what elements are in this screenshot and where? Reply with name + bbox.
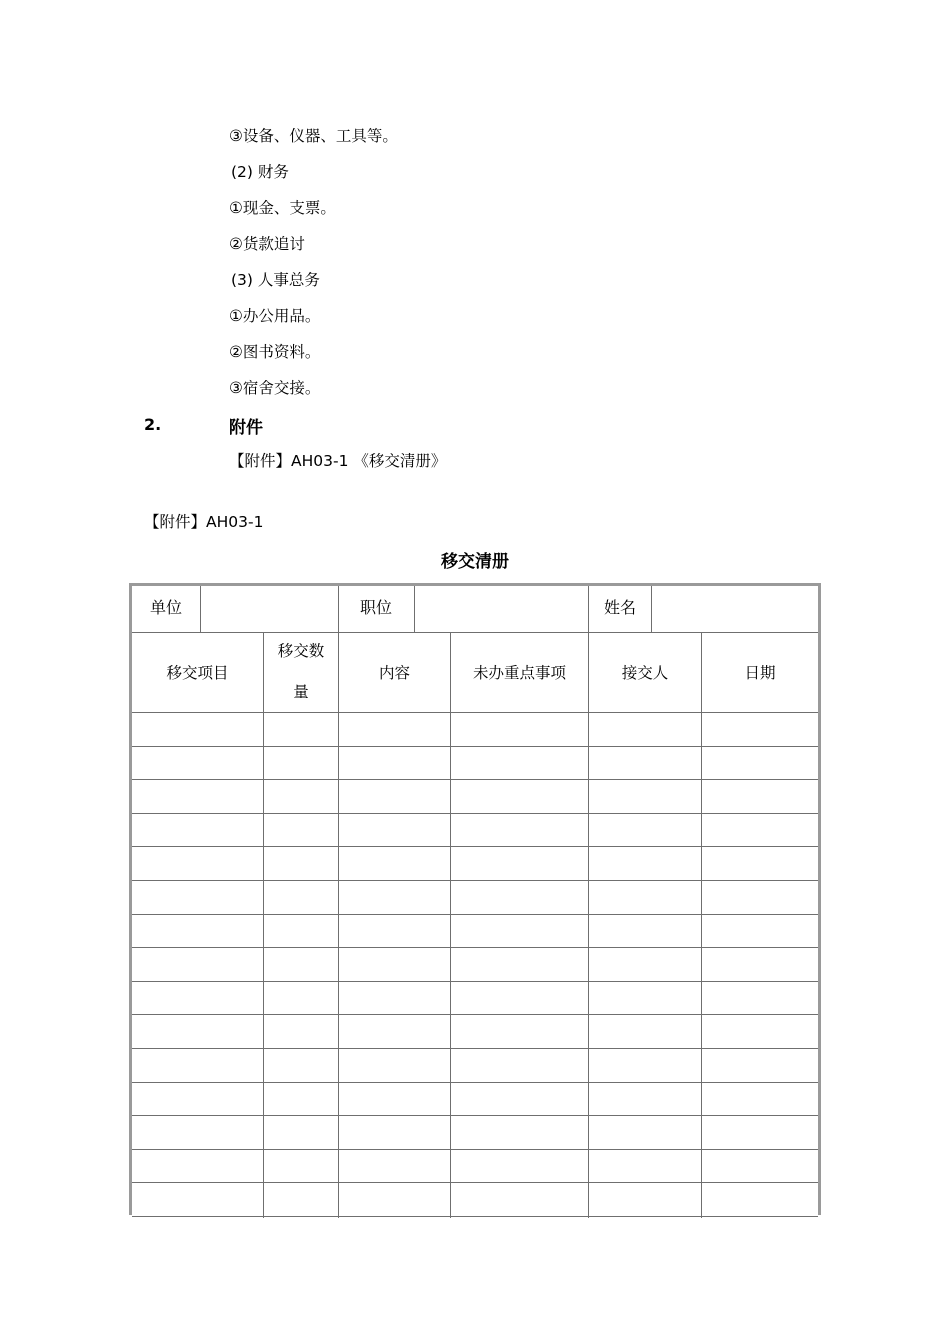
table-cell[interactable] — [702, 881, 818, 914]
list-line-2: (2) 财务 — [231, 163, 289, 181]
table-cell[interactable] — [339, 713, 451, 746]
table-row — [132, 881, 818, 915]
attachment-label: 【附件】AH03-1 — [144, 513, 264, 531]
table-row — [132, 982, 818, 1016]
table-cell[interactable] — [264, 814, 339, 847]
table-cell[interactable] — [451, 1116, 589, 1149]
column-header-date: 日期 — [744, 664, 776, 682]
column-header-item: 移交项目 — [166, 664, 229, 682]
column-header-content: 内容 — [378, 664, 410, 682]
table-cell[interactable] — [702, 948, 818, 981]
table-cell[interactable] — [589, 881, 702, 914]
table-cell[interactable] — [264, 780, 339, 813]
table-row — [132, 713, 818, 747]
table-cell[interactable] — [702, 1150, 818, 1183]
table-cell[interactable] — [451, 713, 589, 746]
table-cell[interactable] — [702, 1015, 818, 1048]
table-cell[interactable] — [339, 1183, 451, 1216]
table-cell[interactable] — [451, 1083, 589, 1116]
table-cell[interactable] — [132, 881, 264, 914]
table-cell[interactable] — [264, 747, 339, 780]
table-row — [132, 948, 818, 982]
table-row — [132, 1116, 818, 1150]
position-label: 职位 — [360, 598, 393, 617]
table-cell[interactable] — [702, 814, 818, 847]
table-cell[interactable] — [264, 847, 339, 880]
table-row — [132, 1150, 818, 1184]
table-cell[interactable] — [132, 1049, 264, 1082]
table-cell[interactable] — [132, 915, 264, 948]
table-cell[interactable] — [132, 948, 264, 981]
table-cell[interactable] — [589, 1083, 702, 1116]
table-cell[interactable] — [339, 1049, 451, 1082]
table-cell[interactable] — [132, 814, 264, 847]
list-line-5: (3) 人事总务 — [231, 271, 320, 289]
column-divider — [338, 632, 339, 1218]
table-cell[interactable] — [589, 847, 702, 880]
list-line-7: ②图书资料。 — [229, 343, 321, 361]
table-cell[interactable] — [264, 1150, 339, 1183]
column-header-quantity: 移交数 量 — [277, 642, 325, 701]
list-line-1: ③设备、仪器、工具等。 — [229, 127, 398, 145]
table-cell[interactable] — [132, 847, 264, 880]
table-row — [132, 1049, 818, 1083]
column-divider — [701, 632, 702, 1218]
table-cell[interactable] — [589, 948, 702, 981]
table-cell[interactable] — [339, 881, 451, 914]
table-cell[interactable] — [339, 1015, 451, 1048]
table-cell[interactable] — [451, 1015, 589, 1048]
unit-label: 单位 — [150, 598, 183, 617]
table-row — [132, 1015, 818, 1049]
table-cell[interactable] — [451, 780, 589, 813]
table-cell[interactable] — [451, 1150, 589, 1183]
table-cell[interactable] — [339, 948, 451, 981]
table-cell[interactable] — [702, 1049, 818, 1082]
list-line-4: ②货款追讨 — [229, 235, 305, 253]
table-cell[interactable] — [451, 948, 589, 981]
table-cell[interactable] — [702, 713, 818, 746]
form-header-info-row — [132, 586, 818, 633]
column-header-pending-items: 未办重点事项 — [472, 664, 566, 682]
table-cell[interactable] — [132, 1083, 264, 1116]
table-cell[interactable] — [339, 1150, 451, 1183]
table-row — [132, 915, 818, 949]
table-cell[interactable] — [589, 1015, 702, 1048]
table-cell[interactable] — [589, 1116, 702, 1149]
table-cell[interactable] — [589, 915, 702, 948]
table-cell[interactable] — [132, 1150, 264, 1183]
table-row — [132, 747, 818, 781]
name-field[interactable] — [652, 586, 818, 632]
table-cell[interactable] — [132, 780, 264, 813]
table-cell[interactable] — [702, 847, 818, 880]
column-divider — [450, 632, 451, 1218]
table-cell[interactable] — [451, 982, 589, 1015]
position-field[interactable] — [415, 586, 588, 632]
form-title: 移交清册 — [441, 552, 509, 572]
table-cell[interactable] — [132, 1015, 264, 1048]
table-row — [132, 780, 818, 814]
column-divider — [263, 632, 264, 1218]
table-cell[interactable] — [132, 1116, 264, 1149]
name-label: 姓名 — [604, 598, 637, 617]
table-cell[interactable] — [451, 747, 589, 780]
list-line-6: ①办公用品。 — [229, 307, 321, 325]
section-number: 2. — [144, 415, 162, 434]
table-cell[interactable] — [589, 1183, 702, 1216]
table-row — [132, 814, 818, 848]
table-cell[interactable] — [339, 780, 451, 813]
table-cell[interactable] — [589, 713, 702, 746]
table-cell[interactable] — [264, 1083, 339, 1116]
table-cell[interactable] — [702, 982, 818, 1015]
table-cell[interactable] — [451, 814, 589, 847]
table-cell[interactable] — [264, 982, 339, 1015]
table-cell[interactable] — [451, 881, 589, 914]
table-cell[interactable] — [451, 915, 589, 948]
table-cell[interactable] — [702, 780, 818, 813]
table-cell[interactable] — [339, 915, 451, 948]
table-row — [132, 1183, 818, 1217]
table-cell[interactable] — [339, 1116, 451, 1149]
table-cell[interactable] — [589, 780, 702, 813]
attachment-reference: 【附件】AH03-1 《移交清册》 — [229, 452, 447, 470]
table-cell[interactable] — [339, 982, 451, 1015]
column-header-receiver: 接交人 — [621, 664, 669, 682]
table-cell[interactable] — [702, 1083, 818, 1116]
table-cell[interactable] — [339, 747, 451, 780]
table-cell[interactable] — [132, 713, 264, 746]
handover-form — [129, 583, 821, 1215]
column-divider — [588, 632, 589, 1218]
table-cell[interactable] — [451, 1183, 589, 1216]
table-cell[interactable] — [339, 847, 451, 880]
table-cell[interactable] — [132, 982, 264, 1015]
table-cell[interactable] — [339, 814, 451, 847]
table-cell[interactable] — [702, 915, 818, 948]
divider — [338, 586, 339, 632]
table-cell[interactable] — [589, 747, 702, 780]
table-cell[interactable] — [264, 881, 339, 914]
table-cell[interactable] — [589, 982, 702, 1015]
table-row — [132, 847, 818, 881]
table-cell[interactable] — [264, 713, 339, 746]
table-cell[interactable] — [702, 1183, 818, 1216]
table-cell[interactable] — [589, 814, 702, 847]
table-row — [132, 1083, 818, 1117]
table-cell[interactable] — [264, 948, 339, 981]
list-line-3: ①现金、支票。 — [229, 199, 336, 217]
table-cell[interactable] — [451, 847, 589, 880]
table-cell[interactable] — [132, 1183, 264, 1216]
table-cell[interactable] — [589, 1049, 702, 1082]
table-cell[interactable] — [264, 1015, 339, 1048]
form-column-header-row — [132, 632, 818, 713]
divider — [588, 586, 589, 632]
table-cell[interactable] — [264, 1049, 339, 1082]
table-cell[interactable] — [702, 747, 818, 780]
section-title: 附件 — [229, 418, 263, 438]
table-cell[interactable] — [264, 915, 339, 948]
table-cell[interactable] — [264, 1183, 339, 1216]
unit-field[interactable] — [201, 586, 338, 632]
table-cell[interactable] — [339, 1083, 451, 1116]
table-cell[interactable] — [264, 1116, 339, 1149]
list-line-8: ③宿舍交接。 — [229, 379, 321, 397]
table-cell[interactable] — [702, 1116, 818, 1149]
table-cell[interactable] — [132, 747, 264, 780]
table-cell[interactable] — [589, 1150, 702, 1183]
table-cell[interactable] — [451, 1049, 589, 1082]
